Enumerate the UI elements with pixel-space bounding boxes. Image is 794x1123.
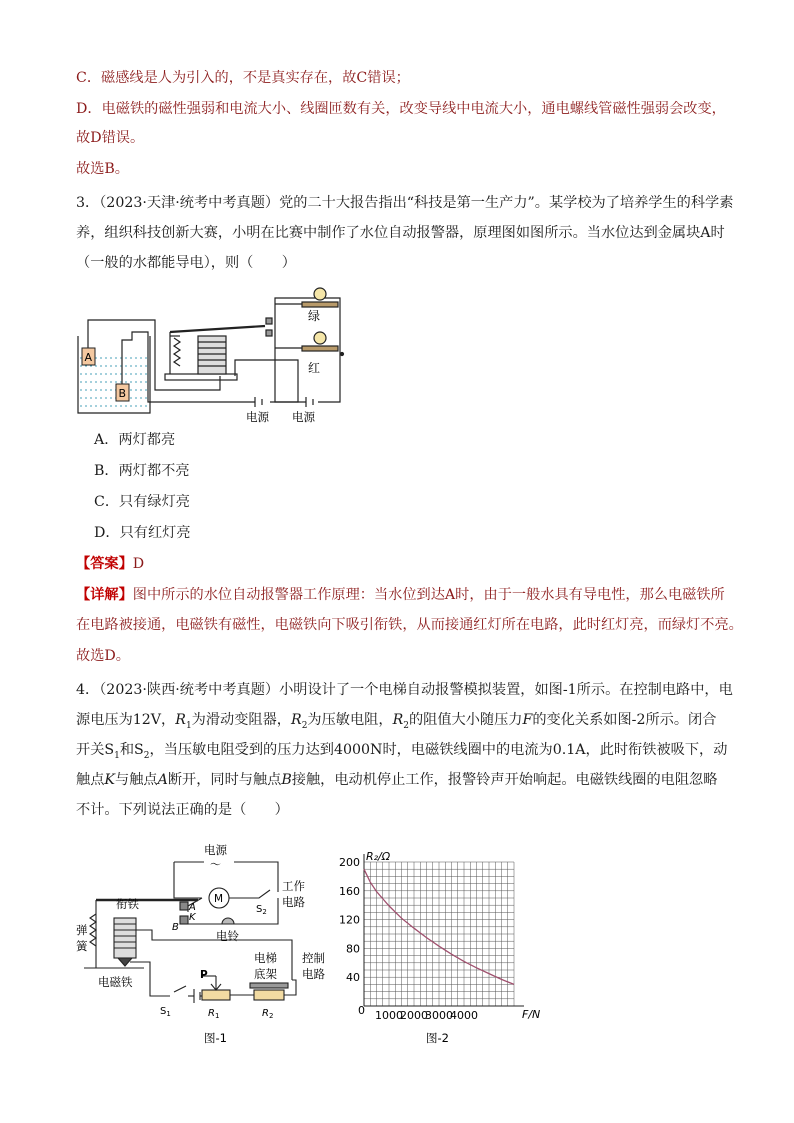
r1-symbol: R xyxy=(175,712,186,728)
armature-label: 衔铁 xyxy=(116,897,139,911)
q4-stem-line3 xyxy=(76,740,727,766)
q3-circuit-figure xyxy=(70,278,360,428)
answer-tag: 【答案】 xyxy=(76,556,133,572)
q4-text: 的阻值大小随压力 xyxy=(408,712,523,728)
b-symbol: B xyxy=(281,772,292,788)
r2-label xyxy=(262,1008,273,1020)
q3-stem-line2: 养，组织科技创新大赛，小明在比赛中制作了水位自动报警器，原理图如图所示。当水位达到金属块A时 xyxy=(76,225,725,241)
motor-label: M xyxy=(214,893,224,905)
q3-stem-line3: （一般的水都能导电），则（ ） xyxy=(76,255,296,271)
control-circuit-label-2: 电路 xyxy=(302,967,325,981)
electromagnet-label: 电磁铁 xyxy=(98,975,133,989)
q4-fig1-circuit xyxy=(74,838,334,1050)
y-tick-label: 80 xyxy=(346,942,360,956)
bell-label: 电铃 xyxy=(216,929,239,943)
answer-value: D xyxy=(132,556,145,572)
q3-stem-line1: 3．（2023·天津·统考中考真题）党的二十大报告指出“科技是第一生产力”。某学校为了培养学生的科学素 xyxy=(76,195,734,211)
q4-text: 触点 xyxy=(76,772,105,788)
q4-text: 为压敏电阻， xyxy=(307,712,393,728)
contact-k-label: K xyxy=(189,912,196,923)
sub: 2 xyxy=(403,720,409,731)
y-tick-label: 40 xyxy=(346,971,360,985)
q3-detail-line2: 在电路被接通，电磁铁有磁性，电磁铁向下吸引衔铁，从而接通红灯所在电路，此时红灯亮，而绿灯不亮。 xyxy=(76,617,743,633)
y-axis-label: R₂/Ω xyxy=(366,850,391,863)
x-tick-label: 3000 xyxy=(425,1009,453,1022)
q4-fig2-chart xyxy=(330,848,560,1048)
red-lamp-label: 红 xyxy=(308,361,321,375)
y-tick-label: 160 xyxy=(339,884,360,898)
r1-letter: R xyxy=(208,1008,215,1019)
f-symbol: F xyxy=(522,712,533,728)
r1-label xyxy=(208,1008,219,1020)
fig2-caption: 图-2 xyxy=(426,1031,449,1045)
slider-p-label: P xyxy=(200,969,208,981)
q3-option-a: A．两灯都亮 xyxy=(94,432,176,448)
work-circuit-label: 工作 xyxy=(282,879,305,893)
r2-symbol: R xyxy=(291,712,302,728)
k-symbol: K xyxy=(104,772,115,788)
q4-text: 的变化关系如图-2所示。闭合 xyxy=(532,712,717,728)
q4-stem-line2 xyxy=(76,710,716,736)
contact-a-label: A xyxy=(189,902,196,913)
s2-letter: S xyxy=(256,904,263,915)
metal-a-label: A xyxy=(84,351,93,364)
sub: 2 xyxy=(262,908,267,916)
control-circuit-label: 控制 xyxy=(302,951,325,965)
elevator-label-2: 底架 xyxy=(254,967,277,981)
option-d-explanation-cont: 故D错误。 xyxy=(76,130,145,146)
q4-text: ，当压敏电阻受到的压力达到4000N时，电磁铁线圈中的电流为0.1A，此时衔铁被吸下，动 xyxy=(149,742,728,758)
q4-text: 接触，电动机停止工作，报警铃声开始响起。电磁铁线圈的电阻忽略 xyxy=(291,772,718,788)
chart-grid xyxy=(364,862,514,1006)
q4-text: 源电压为12V， xyxy=(76,712,176,728)
green-lamp-label: 绿 xyxy=(308,309,321,323)
sub: 2 xyxy=(268,1012,274,1020)
x-tick-label: 4000 xyxy=(450,1009,478,1022)
x-tick-label: 2000 xyxy=(400,1009,428,1022)
detail-tag: 【详解】 xyxy=(76,587,133,603)
q3-option-b: B．两灯都不亮 xyxy=(94,463,190,479)
spring-label-2: 簧 xyxy=(76,939,88,953)
sub: 1 xyxy=(214,1012,220,1020)
sub: 1 xyxy=(114,750,120,761)
q4-text: 断开，同时与触点 xyxy=(167,772,282,788)
spring-label: 弹 xyxy=(76,923,88,937)
s1-letter: S xyxy=(160,1006,167,1017)
r2-letter: R xyxy=(262,1008,269,1019)
y-tick-label: 200 xyxy=(339,856,360,869)
q4-stem-line4 xyxy=(76,770,717,790)
q4-text: 开关S xyxy=(76,742,115,758)
q3-option-d: D．只有红灯亮 xyxy=(94,525,191,541)
metal-b-label: B xyxy=(118,387,127,400)
r2-symbol: R xyxy=(392,712,404,728)
elevator-label: 电梯 xyxy=(254,951,277,965)
q3-answer xyxy=(76,554,144,574)
chart-ticks xyxy=(339,856,478,1022)
q3-detail-line1 xyxy=(76,585,725,605)
y-tick-label: 120 xyxy=(339,913,360,927)
ac-symbol: ～ xyxy=(210,858,221,871)
q4-text: 和S xyxy=(119,742,144,758)
option-d-explanation: D．电磁铁的磁性强弱和电流大小、线圈匝数有关，改变导线中电流大小，通电螺线管磁性强弱会改变， xyxy=(76,101,726,117)
q4-stem-line1: 4．（2023·陕西·统考中考真题）小明设计了一个电梯自动报警模拟装置，如图-1所示。在控制电路中，电 xyxy=(76,682,733,698)
sub: 1 xyxy=(185,720,192,731)
a-symbol: A xyxy=(157,772,168,788)
source-label: 电源 xyxy=(204,843,227,857)
contact-b-label: B xyxy=(172,922,179,933)
sub: 1 xyxy=(166,1010,171,1018)
power-source-2-label: 电源 xyxy=(292,410,315,424)
power-source-1-label: 电源 xyxy=(246,410,269,424)
s2-label xyxy=(256,904,267,916)
q4-text: 与触点 xyxy=(115,772,158,788)
sub: 2 xyxy=(301,720,308,731)
q4-text: 为滑动变阻器， xyxy=(191,712,291,728)
sub: 2 xyxy=(143,750,150,761)
chart-axes xyxy=(364,854,524,1006)
q3-option-c: C．只有绿灯亮 xyxy=(94,494,190,510)
fig1-caption: 图-1 xyxy=(204,1031,227,1045)
s1-label xyxy=(160,1006,171,1018)
x-axis-label: F/N xyxy=(522,1008,541,1021)
work-circuit-label-2: 电路 xyxy=(282,895,305,909)
origin-label: 0 xyxy=(358,1004,365,1017)
x-tick-label: 1000 xyxy=(375,1009,403,1022)
choose-b: 故选B。 xyxy=(76,161,129,177)
detail-text: 图中所示的水位自动报警器工作原理：当水位到达A时，由于一般水具有导电性，那么电磁铁所 xyxy=(132,587,725,603)
option-c-explanation: C．磁感线是人为引入的，不是真实存在，故C错误； xyxy=(76,70,410,86)
q3-choose: 故选D。 xyxy=(76,648,130,664)
q4-stem-line5: 不计。下列说法正确的是（ ） xyxy=(76,802,289,818)
